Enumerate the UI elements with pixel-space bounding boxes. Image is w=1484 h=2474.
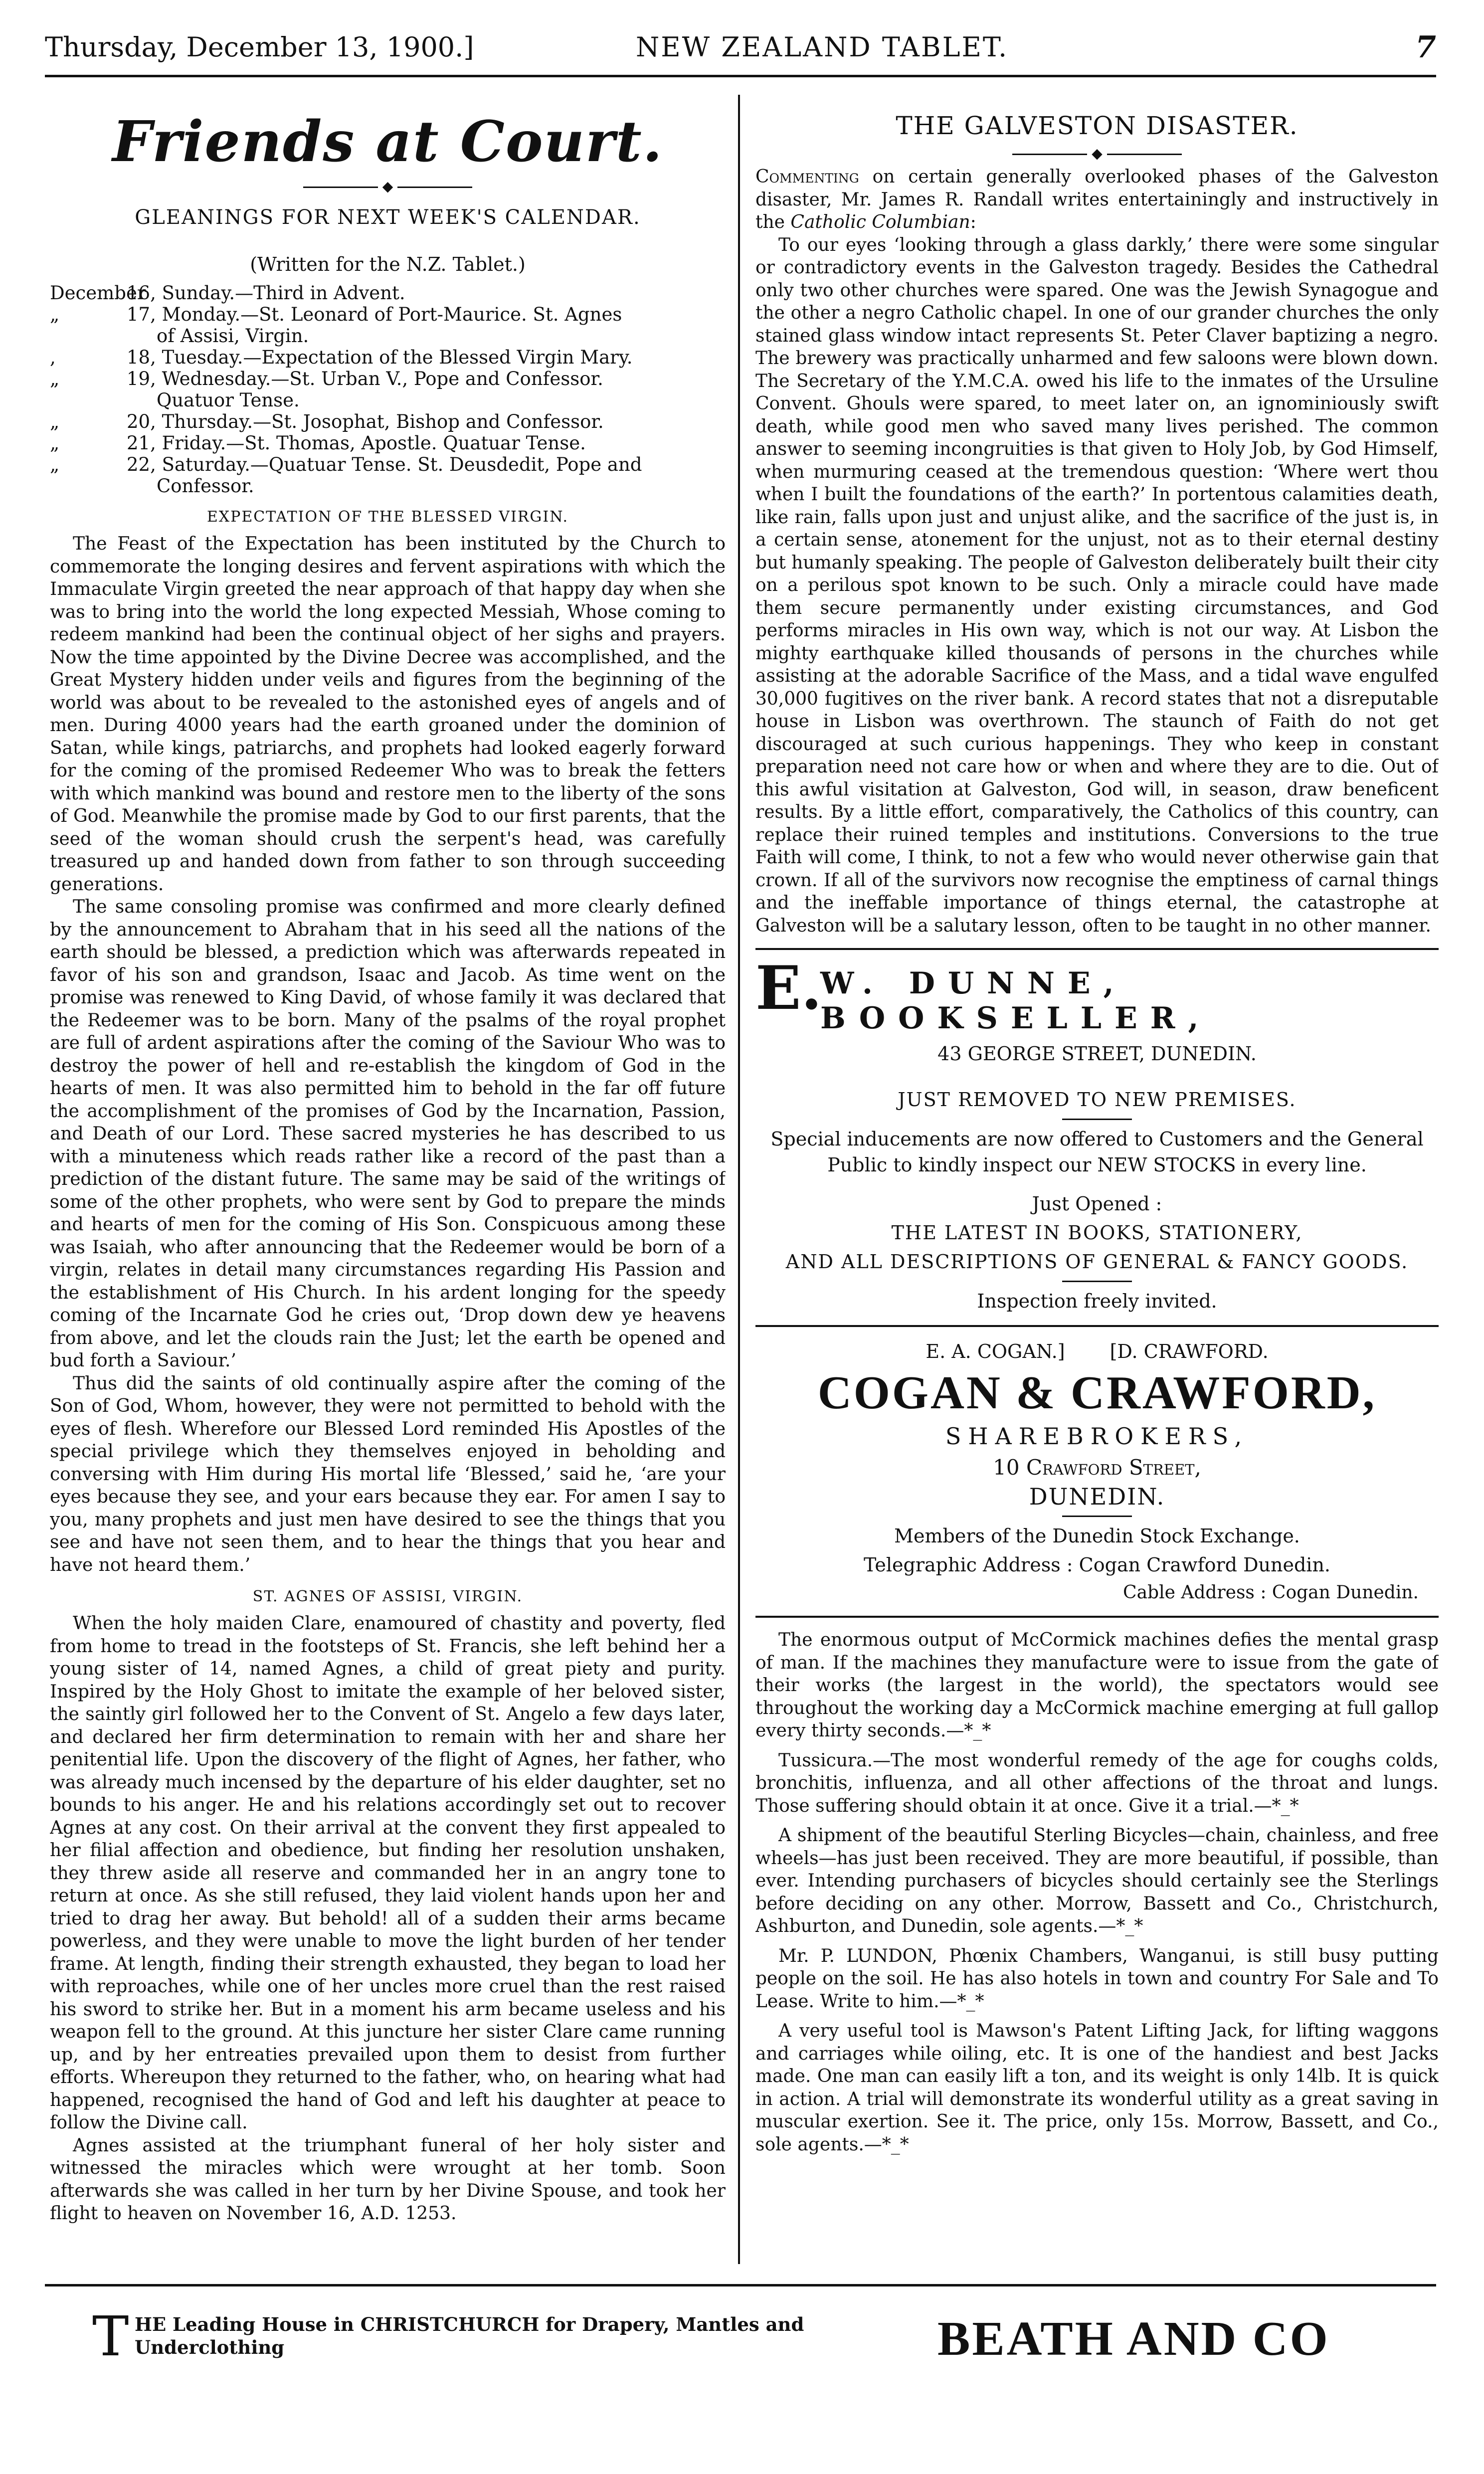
expectation-heading: EXPECTATION OF THE BLESSED VIRGIN. bbox=[206, 508, 569, 526]
calendar-text bbox=[125, 368, 726, 411]
calendar-entry bbox=[50, 454, 726, 497]
notice-paragraph: Mr. P. LUNDON, Phœnix Chambers, Wanganui, is still busy putting people on the soil. He has also hotels in town and country For Sale and To Lease. Write to him.—*_* bbox=[755, 1945, 1439, 2012]
cogan-city: DUNEDIN. bbox=[1029, 1483, 1165, 1510]
section-title: Friends at Court. bbox=[112, 109, 663, 175]
galveston-lead: Commenting bbox=[755, 167, 859, 187]
paragraph: When the holy maiden Clare, enamoured of chastity and poverty, fled from home to tread in the footsteps of St. Francis, she left behind her a young sister of 14, named Agnes, a child of great piety and purity. Inspired by the Holy Ghost to imitate the example of her beloved sister, the saintly girl followed her to the Convent of St. Angelo a few days later, and declared her firm determination to remain with her and share her penitential life. Upon the discovery of the flight of Agnes, her father, who was already much incensed by the departure of his elder daughter, set no bounds to his anger. He and his relations accordingly set out to recover Agnes at any cost. On their arrival at the convent they first appealed to her filial affection and obedience, but finding her resolution unshaken, they threw aside all reserve and commanded her in an angry tone to return at once. As she still refused, they laid violent hands upon her and tried to drag her away. But behold! all of a sudden their arms became powerless, and they were unable to move the light burden of her tender frame. At length, finding their strength exhausted, they began to load her with reproaches, while one of her uncles more cruel than the rest raised his sword to strike her. But in a moment his arm became useless and his weapon fell to the ground. At this juncture her sister Clare came running up, and by her entreaties prevailed upon them to desist from further efforts. Whereupon they returned to the father, who, on hearing what had happened, recognised the hand of God and left his daughter at peace to follow the Divine call. bbox=[50, 1613, 726, 2133]
calendar-continuation: Quatuor Tense. bbox=[157, 389, 300, 411]
calendar-line: 20, Thursday.—St. Josophat, Bishop and Confessor. bbox=[127, 411, 604, 432]
ad-separator bbox=[755, 1325, 1439, 1327]
dunne-name: W. DUNNE, BOOKSELLER, bbox=[820, 966, 1212, 1036]
footer-line-2: Underclothing bbox=[135, 2336, 285, 2358]
header-page-number: 7 bbox=[1415, 30, 1436, 65]
calendar-line: 17, Monday.—St. Leonard of Port-Maurice. St. Agnes bbox=[127, 304, 622, 325]
calendar-text bbox=[125, 282, 726, 304]
cogan-role: SHAREBROKERS, bbox=[945, 1423, 1249, 1450]
galveston-title: THE GALVESTON DISASTER. bbox=[896, 111, 1298, 140]
galveston-article bbox=[755, 166, 1439, 937]
footer-rule bbox=[45, 2284, 1436, 2286]
calendar-line: 19, Wednesday.—St. Urban V., Pope and Confessor. bbox=[127, 368, 603, 389]
right-column bbox=[755, 100, 1439, 2255]
calendar-entry bbox=[50, 368, 726, 411]
cogan-title: COGAN & CRAWFORD, bbox=[817, 1367, 1377, 1419]
divider bbox=[1062, 1516, 1132, 1517]
dunne-removed: JUST REMOVED TO NEW PREMISES. bbox=[898, 1089, 1297, 1111]
calendar-entry bbox=[50, 432, 726, 454]
section-subtitle: GLEANINGS FOR NEXT WEEK'S CALENDAR. bbox=[135, 206, 641, 229]
dunne-advert bbox=[755, 953, 1439, 1314]
calendar-list bbox=[50, 282, 726, 497]
calendar-text bbox=[125, 432, 726, 454]
left-column bbox=[50, 100, 726, 2255]
footer-advert bbox=[45, 2304, 1436, 2374]
calendar-line: 21, Friday.—St. Thomas, Apostle. Quatuar Tense. bbox=[127, 432, 586, 454]
calendar-month: December bbox=[50, 282, 146, 304]
calendar-entry bbox=[50, 304, 726, 347]
agnes-heading: ST. AGNES OF ASSISI, VIRGIN. bbox=[252, 1588, 523, 1605]
notice-paragraph: Tussicura.—The most wonderful remedy of the age for coughs colds, bronchitis, influenza, and all other affections of the throat and lungs. Those suffering should obtain it at once. Give it a trial.—*_* bbox=[755, 1750, 1439, 1816]
galveston-intro: on certain generally overlooked phases of the Galveston disaster, Mr. James R. Randall writes entertainingly and instructively in the bbox=[755, 167, 1439, 232]
calendar-month: „ bbox=[50, 432, 60, 454]
galveston-colon: : bbox=[970, 212, 976, 232]
dunne-descriptions: AND ALL DESCRIPTIONS OF GENERAL & FANCY GOODS. bbox=[785, 1251, 1409, 1273]
cogan-telegraphic: Telegraphic Address : Cogan Crawford Dunedin. bbox=[863, 1554, 1331, 1576]
calendar-line: 16, Sunday.—Third in Advent. bbox=[127, 282, 405, 304]
galveston-body: To our eyes ‘looking through a glass darkly,’ there were some singular or contradictory events in the Galveston tragedy. Besides the Cathedral only two other churches were spared. One was the Jewish Synagogue and the other a negro Catholic chapel. In one of our grander churches the only stained glass window intact represents St. Peter Claver baptizing a negro. The brewery was practically unharmed and few saloons were blown down. The Secretary of the Y.M.C.A. owed his life to the inmates of the Ursuline Convent. Ghouls were spared, to meet later on, an ignominiously swift death, while good men who saved many lives perished. The common answer to seeming incongruities is that given to Holy Job, by God Himself, when murmuring ceased at the tremendous question: ‘Where wert thou when I built the foundations of the earth?’ In portentous calamities death, like rain, falls upon just and unjust alike, and the sacrifice of the just is, in a certain sense, atonement for the unjust, not as to their eternal destiny but humanly speaking. The people of Galveston deliberately built their city on a perilous spot known to be such. Only a miracle could have made them secure permanently under existing circumstances, and God performs miracles in His own way, which is not our way. At Lisbon the mighty earthquake killed thousands of persons in the churches while assisting at the adorable Sacrifice of the Mass, and a tidal wave engulfed 30,000 fugitives on the river bank. A record states that not a disreputable house in Lisbon was overthrown. The staunch of Faith do not get discouraged at such curious happenings. They who keep in constant preparation need not care how or when and where they are to die. Out of this awful visitation at Galveston, God will, in season, draw beneficent results. By a little effort, comparatively, the Catholics of this country, can replace their ruined temples and institutions. Conversions to the true Faith will come, I think, to not a few who would never otherwise gain that crown. If all of the survivors now recognise the emptiness of carnal things and the ineffable importance of things eternal, the catastrophe at Galveston will be a salutary lesson, often to be taught in no other manner. bbox=[755, 234, 1439, 936]
running-header bbox=[45, 30, 1436, 65]
dunne-offer: Special inducements are now offered to Customers and the General Public to kindly inspect our NEW STOCKS in every line. bbox=[770, 1128, 1424, 1176]
dunne-latest: THE LATEST IN BOOKS, STATIONERY, bbox=[891, 1222, 1303, 1244]
calendar-entry bbox=[50, 347, 726, 368]
notices bbox=[755, 1629, 1439, 2156]
calendar-text bbox=[125, 411, 726, 432]
notice-paragraph: The enormous output of McCormick machines defies the mental grasp of man. If the machines they manufacture were to issue from the gate of their works (the largest in the world), the spectators would see throughout the working day a McCormick machine emerging at full gallop every thirty seconds.—*_* bbox=[755, 1630, 1439, 1741]
dunne-just-opened: Just Opened : bbox=[1032, 1193, 1162, 1215]
cogan-partner-1: E. A. COGAN.] bbox=[926, 1340, 1065, 1362]
calendar-line: 22, Saturday.—Quatuar Tense. St. Deusdedit, Pope and bbox=[127, 454, 642, 475]
divider bbox=[1062, 1281, 1132, 1282]
cogan-members: Members of the Dunedin Stock Exchange. bbox=[894, 1525, 1300, 1547]
calendar-continuation: Confessor. bbox=[157, 475, 254, 497]
cogan-partner-2: [D. CRAWFORD. bbox=[1110, 1340, 1269, 1362]
calendar-month: „ bbox=[50, 304, 60, 325]
calendar-text bbox=[125, 454, 726, 497]
calendar-entry bbox=[50, 282, 726, 304]
header-publication: NEW ZEALAND TABLET. bbox=[636, 31, 1009, 63]
calendar-text bbox=[125, 347, 726, 368]
ornament-divider: ◆ bbox=[50, 177, 726, 196]
expectation-article bbox=[50, 533, 726, 1576]
notice-paragraph: A very useful tool is Mawson's Patent Lifting Jack, for lifting waggons and carriages while oiling, etc. It is one of the handiest and best Jacks made. One man can easily lift a ton, and its weight is only 14lb. It is quick in action. A trial will demonstrate its wonderful utility as a great saving in muscular exertion. See it. The price, only 15s. Morrow, Bassett, and Co., sole agents.—*_* bbox=[755, 2021, 1439, 2155]
dunne-initial: E. bbox=[755, 953, 822, 1023]
ornament-divider: ◆ bbox=[755, 144, 1439, 164]
calendar-text bbox=[125, 304, 726, 347]
divider bbox=[1062, 1119, 1132, 1120]
galveston-source: Catholic Columbian bbox=[790, 212, 970, 232]
agnes-article bbox=[50, 1612, 726, 2225]
calendar-entry bbox=[50, 411, 726, 432]
paragraph: Thus did the saints of old continually aspire after the coming of the Son of God, Whom, however, they were not permitted to behold with the eyes of flesh. Wherefore our Blessed Lord reminded His Apostles of the special privilege which they themselves enjoyed in beholding and conversing with Him during His mortal life ‘Blessed,’ said he, ‘are your eyes because they see, and your ears because they ear. For amen I say to you, many prophets and just men have desired to see the things that you see and have not seen them, and to hear the things that you hear and have not heard them.’ bbox=[50, 1373, 726, 1575]
header-rule bbox=[45, 75, 1436, 77]
ad-separator bbox=[755, 1616, 1439, 1618]
calendar-month: „ bbox=[50, 368, 60, 389]
dunne-address: 43 GEORGE STREET, DUNEDIN. bbox=[937, 1043, 1257, 1065]
paragraph: The same consoling promise was confirmed and more clearly defined by the announcement to Abraham that in his seed all the nations of the earth should be blessed, a prediction which was afterwards repeated in favor of his son and grandson, Isaac and Jacob. As time went on the promise was renewed to King David, of whose family it was declared that the Redeemer was to be born. Many of the psalms of the royal prophet are full of ardent aspirations after the coming of the Saviour Who was to destroy the power of hell and re-establish the kingdom of God in the hearts of men. It was also permitted him to behold in the far off future the accomplishment of the promises of God by the Incarnation, Passion, and Death of our Lord. These sacred mysteries he has described to us with a minuteness which reads rather like a record of the past than a prediction of the distant future. The same may be said of the writings of some of the other prophets, who were sent by God to prepare the minds and hearts of men for the coming of His Son. Conspicuous among these was Isaiah, who after announcing that the Redeemer would be born of a virgin, relates in detail many circumstances regarding His Passion and the establishment of His Church. In his ardent longing for the speedy coming of the Incarnate God he cries out, ‘Drop down dew ye heavens from above, and let the clouds rain the Just; let the earth be opened and bud forth a Saviour.’ bbox=[50, 897, 726, 1371]
column-rule bbox=[738, 95, 740, 2264]
header-date: Thursday, December 13, 1900.] bbox=[45, 31, 474, 63]
cogan-street: 10 Crawford Street, bbox=[993, 1455, 1201, 1480]
footer-brand: BEATH AND CO bbox=[937, 2312, 1330, 2366]
calendar-continuation: of Assisi, Virgin. bbox=[157, 325, 309, 347]
footer-initial: T bbox=[92, 2304, 129, 2368]
ad-separator bbox=[755, 948, 1439, 950]
dunne-inspection: Inspection freely invited. bbox=[977, 1290, 1217, 1312]
paragraph: Agnes assisted at the triumphant funeral of her holy sister and witnessed the miracles which were wrought at her tomb. Soon afterwards she was called in her turn by her Divine Spouse, and took her flight to heaven on November 16, A.D. 1253. bbox=[50, 2135, 726, 2224]
calendar-line: 18, Tuesday.—Expectation of the Blessed Virgin Mary. bbox=[127, 347, 633, 368]
cogan-cable: Cable Address : Cogan Dunedin. bbox=[1123, 1582, 1419, 1603]
calendar-month: , bbox=[50, 347, 56, 368]
paragraph: The Feast of the Expectation has been instituted by the Church to commemorate the longing desires and fervent aspirations with which the Immaculate Virgin greeted the near approach of that happy day when she was to bring into the world the long expected Messiah, Whose coming to redeem mankind had been the continual object of her sighs and prayers. Now the time appointed by the Divine Decree was accomplished, and the Great Mystery hidden under veils and figures from the beginning of the world was about to be revealed to the astonished eyes of angels and of men. During 4000 years had the earth groaned under the dominion of Satan, while kings, patriarchs, and prophets had looked eagerly forward for the coming of the promised Redeemer Who was to break the fetters with which mankind was bound and restore men to the liberty of the sons of God. Meanwhile the promise made by God to our first parents, that the seed of the woman should crush the serpent's head, was carefully treasured up and handed down from father to son through succeeding generations. bbox=[50, 534, 726, 895]
calendar-month: „ bbox=[50, 454, 60, 475]
notice-paragraph: A shipment of the beautiful Sterling Bicycles—chain, chainless, and free wheels—has just been received. They are more beautiful, if possible, than ever. Intending purchasers of bicycles should certainly see the Sterlings before deciding on any other. Morrow, Bassett and Co., Christchurch, Ashburton, and Dunedin, sole agents.—*_* bbox=[755, 1825, 1439, 1936]
cogan-advert bbox=[755, 1338, 1439, 1605]
footer-text bbox=[135, 2313, 858, 2359]
calendar-month: „ bbox=[50, 411, 60, 432]
written-for-note: (Written for the N.Z. Tablet.) bbox=[250, 253, 526, 275]
footer-line-1: HE Leading House in CHRISTCHURCH for Drapery, Mantles and bbox=[135, 2313, 804, 2335]
